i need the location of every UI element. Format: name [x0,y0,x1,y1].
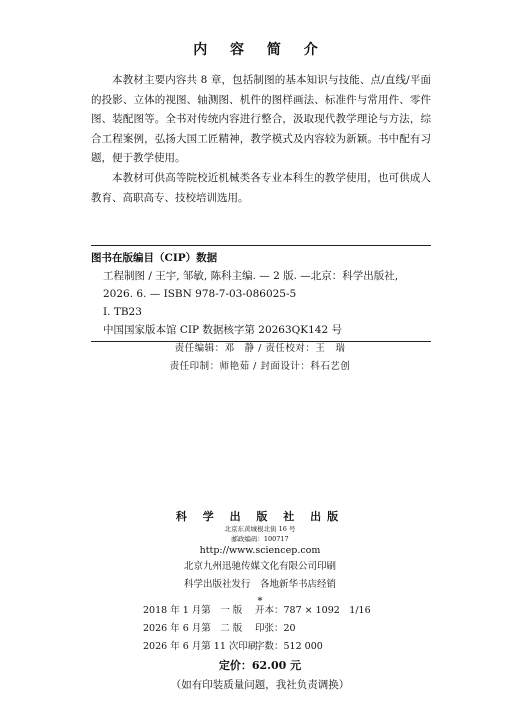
publisher-url: http://www.sciencep.com [199,545,321,556]
publisher-block [0,508,520,608]
publisher-name: 科 学 出 版 社 出版 [175,510,345,523]
cip-line-4: 中国国家版本馆 CIP 数据核字第 20263QK142 号 [103,324,342,336]
edition-row [143,620,383,638]
edition-spec: 开本：787 × 1092 1/16 [255,605,371,616]
edition-spec: 印张：20 [255,623,296,634]
edition-row [143,638,383,656]
edition-date: 2026 年 6 月第 11 次印刷 [143,641,258,652]
editors-credits [0,340,520,376]
edition-info [143,602,383,656]
publisher-address: 北京东黄城根北街 16 号 [224,525,296,533]
cip-line-2: 2026. 6. — ISBN 978-7-03-086025-5 [103,288,297,300]
edition-spec: 字数：512 000 [255,641,323,652]
edition-date: 2026 年 6 月第 二 版 [143,623,243,634]
cip-heading: 图书在版编目（CIP）数据 [91,252,218,264]
star-separator: * [257,596,263,607]
publisher-postcode: 邮政编码：100717 [231,535,289,543]
quality-notice: （如有印装质量问题，我社负责调换） [170,679,350,691]
section-title: 内 容 简 介 [193,42,327,58]
summary-paragraph-1: 本教材主要内容共 8 章，包括制图的基本知识与技能、点/直线/平面的投影、立体的视图、轴测图、机件的图样画法、标准件与常用件、零件图、装配图等。全书对传统内容进行整合，汲取现代教学理论与方法，综合工程案例，弘扬大国工匠精神，教学模式及内容较为新颖。书中配有习题，便于教学使用。 [91,74,431,165]
distributor-line: 科学出版社发行 各地新华书店经销 [183,579,336,590]
edition-date: 2018 年 1 月第 一 版 [143,605,243,616]
cip-line-3: Ⅰ. TB23 [103,306,142,318]
price: 定价：62.00 元 [218,659,302,672]
printer-line: 北京九州迅驰传媒文化有限公司印刷 [183,561,336,572]
cip-data-block [91,245,431,342]
edition-row [143,602,383,620]
content-summary [91,71,431,208]
cip-line-1: 工程制图 / 王宇, 邹敏, 陈科主编. — 2 版. —北京：科学出版社, [103,270,399,282]
summary-paragraph-2: 本教材可供高等院校近机械类各专业本科生的教学使用，也可供成人教育、高职高专、技校培训选用。 [91,171,431,204]
editors-line-1: 责任编辑：邓 静 / 责任校对：王 瑞 [174,343,346,354]
editors-line-2: 责任印制：师艳茹 / 封面设计：科石艺创 [169,361,351,372]
